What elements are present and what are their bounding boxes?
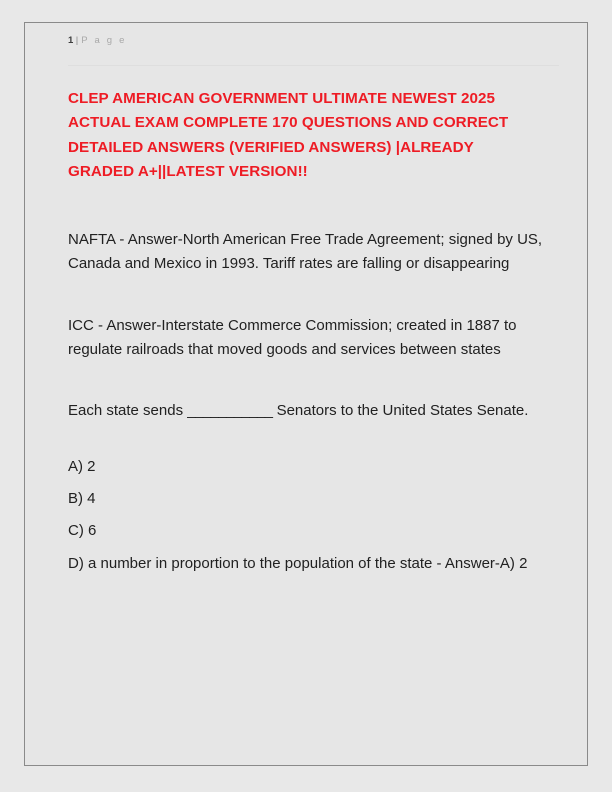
- question-blank: ___________: [187, 402, 273, 420]
- term-definition-nafta: NAFTA - Answer-North American Free Trade Agreement; signed by US, Canada and Mexico in 1993. Tariff rates are falling or disappearing: [68, 231, 543, 273]
- question-prompt: [68, 399, 546, 423]
- answer-option-b: B) 4: [68, 489, 96, 507]
- header-divider: [68, 65, 559, 66]
- question-prompt-lead: Each state sends: [68, 402, 188, 420]
- header-page-label: P a g e: [81, 35, 127, 46]
- question-prompt-tail: Senators to the United States Senate.: [272, 402, 529, 420]
- scanned-page-frame: [24, 22, 588, 766]
- running-header: [68, 35, 557, 61]
- answer-option-d: D) a number in proportion to the population of the state - Answer-A) 2: [68, 554, 528, 572]
- page-content-area: [25, 23, 587, 765]
- header-page-number: 1: [68, 35, 74, 46]
- header-separator: |: [75, 35, 79, 46]
- document-title: CLEP AMERICAN GOVERNMENT ULTIMATE NEWEST 2025 ACTUAL EXAM COMPLETE 170 QUESTIONS AND CORRECT DETAILED ANSWERS (VERIFIED ANSWERS) |ALREADY GRADED A+||LATEST VERSION!!: [68, 90, 509, 180]
- answer-option-c: C) 6: [68, 522, 97, 540]
- answer-option-list: [68, 455, 557, 576]
- answer-option-a: A) 2: [68, 457, 96, 475]
- term-definition-icc: ICC - Answer-Interstate Commerce Commission; created in 1887 to regulate railroads that moved goods and services between states: [68, 316, 517, 359]
